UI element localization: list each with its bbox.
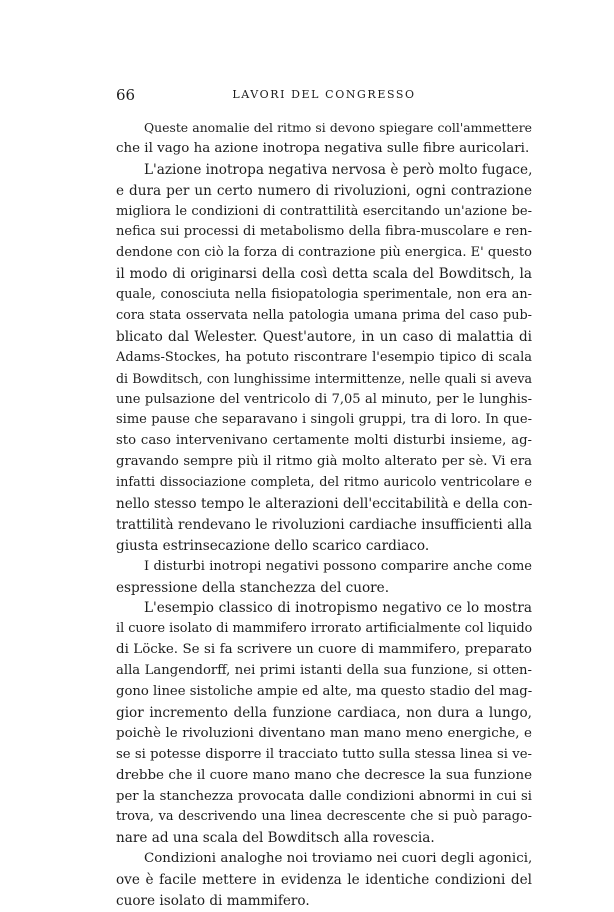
text-line: se si potesse disporre il tracciato tutto sulla stessa linea si ve- [116,746,532,762]
text-line: per la stanchezza provocata dalle condizioni abnormi in cui si [116,788,532,804]
text-line: ove è facile mettere in evidenza le identiche condizioni del [116,872,532,889]
text-line: che il vago ha azione inotropa negativa sulle fibre auricolari. [116,140,530,156]
text-line: di Löcke. Se si fa scrivere un cuore di mammifero, preparato [116,642,532,658]
text-line: L'azione inotropa negativa nervosa è però molto fugace, [144,161,533,178]
text-line: nare ad una scala del Bowditsch alla rovescia. [116,830,435,847]
text-line: trova, va descrivendo una linea decrescente che si può parago- [116,809,532,825]
text-line: alla Langendorff, nei primi istanti della sua funzione, si otten- [116,663,532,679]
text-line: sime pause che separavano i singoli gruppi, tra di loro. In que- [116,412,532,428]
text-line: il modo di originarsi della così detta scala del Bowditsch, la [116,266,532,283]
text-line: il cuore isolato di mammifero irrorato artificialmente col liquido [116,621,533,637]
text-line: cora stata osservata nella patologia umana prima del caso pub- [116,308,532,324]
text-line: espressione della stanchezza del cuore. [116,579,390,596]
text-line: sto caso intervenivano certamente molti disturbi insieme, ag- [116,433,532,449]
text-line: poichè le rivoluzioni diventano man mano meno energiche, e [116,725,532,741]
page-number: 66 [116,86,136,104]
text-line: Condizioni analoghe noi troviamo nei cuori degli agonici, [144,851,533,867]
text-line: gono linee sistoliche ampie ed alte, ma questo stadio del mag- [116,684,533,700]
text-line: gravando sempre più il ritmo già molto alterato per sè. Vi era [116,454,532,470]
page-header [116,86,532,104]
text-line: gior incremento della funzione cardiaca, non dura a lungo, [116,704,532,721]
text-line: une pulsazione del ventricolo di 7,05 al minuto, per le lunghis- [116,391,532,407]
text-line: nello stesso tempo le alterazioni dell'eccitabilità e della con- [116,496,533,513]
text-line: infatti dissociazione completa, del ritmo auricolo ventricolare e [116,475,532,491]
text-line: dendone con ciò la forza di contrazione più energica. E' questo [116,245,532,261]
text-line: nefica sui processi di metabolismo della fibra-muscolare e ren- [116,224,532,240]
text-line: I disturbi inotropi negativi possono comparire anche come [144,558,532,574]
body-text [116,118,532,912]
text-line: drebbe che il cuore mano mano che decresce la sua funzione [116,767,532,783]
text-line: e dura per un certo numero di rivoluzioni, ogni contrazione [116,182,532,199]
running-head: LAVORI DEL CONGRESSO [232,88,416,101]
text-line: blicato dal Welester. Quest'autore, in un caso di malattia di [116,328,532,345]
text-line: Queste anomalie del ritmo si devono spiegare coll'ammettere [144,120,532,135]
text-line: migliora le condizioni di contrattilità esercitando un'azione be- [116,203,532,219]
text-line: quale, conosciuta nella fisiopatologia sperimentale, non era an- [116,287,532,303]
text-line: Adams-Stockes, ha potuto riscontrare l'esempio tipico di scala [116,349,532,365]
text-line: cuore isolato di mammifero. [116,892,310,909]
text-line: giusta estrinsecazione dello scarico cardiaco. [116,537,430,554]
text-line: trattilità rendevano le rivoluzioni cardiache insufficienti alla [116,516,532,533]
text-line: L'esempio classico di inotropismo negativo ce lo mostra [144,600,532,617]
text-line: di Bowditsch, con lunghissime intermittenze, nelle quali si aveva [116,370,532,386]
